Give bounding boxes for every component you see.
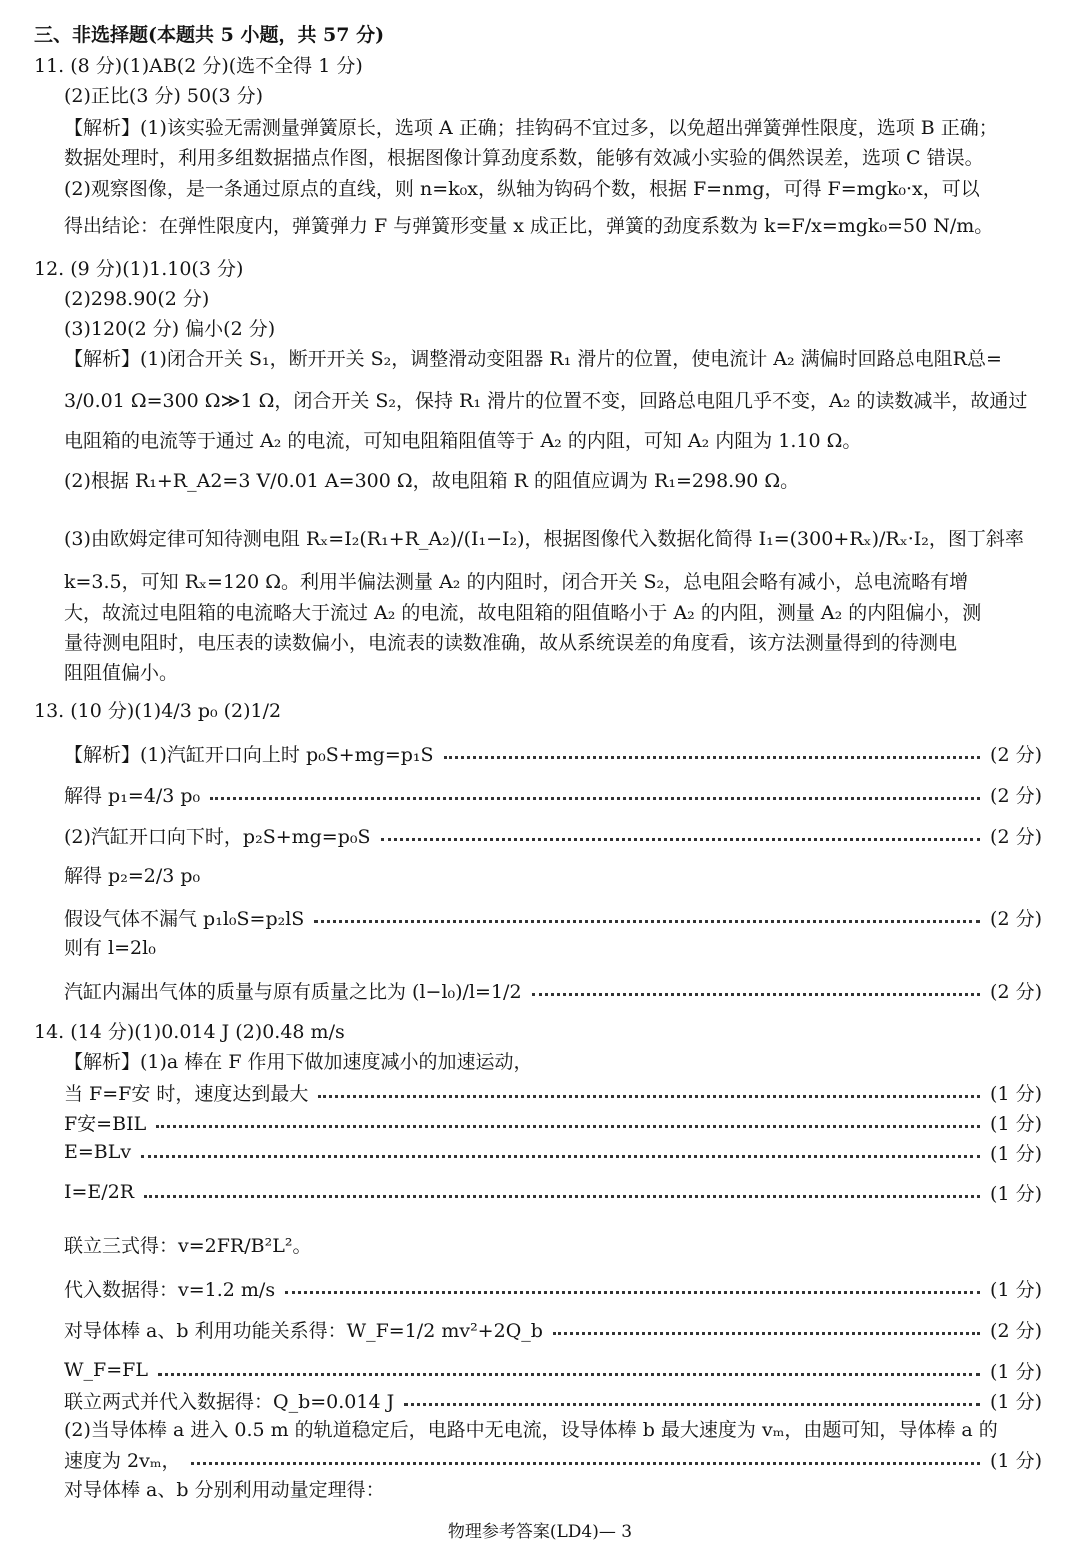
q12-analysis-3d: 量待测电阻时，电压表的读数偏小，电流表的读数准确，故从系统误差的角度看，该方法测量得到的待测电 [64,632,958,654]
q13-step: 则有 l=2l₀ [64,937,156,959]
q14-step: E=BLv (1 分) [64,1141,1042,1165]
q11-header: 11. (8 分)(1)AB(2 分)(选不全得 1 分) [34,55,363,77]
q11-analysis-1b: 数据处理时，利用多组数据描点作图，根据图像计算劲度系数，能够有效减小实验的偶然误差，选项 C 错误。 [64,147,984,169]
q12-analysis-1a: 【解析】(1)闭合开关 S₁，断开开关 S₂，调整滑动变阻器 R₁ 滑片的位置，使电流计 A₂ 满偏时回路总电阻R总= [64,348,1002,370]
q14-step: 联立两式并代入数据得：Q_b=0.014 J (1 分) [64,1390,1042,1413]
q14-part2-c: 对导体棒 a、b 分别利用动量定理得： [64,1479,385,1501]
section-title: 三、非选择题(本题共 5 小题，共 57 分) [34,24,385,46]
q14-step: 当 F=F安 时，速度达到最大 (1 分) [64,1082,1042,1105]
q14-header: 14. (14 分)(1)0.014 J (2)0.48 m/s [34,1021,345,1043]
q12-analysis-1c: 电阻箱的电流等于通过 A₂ 的电流，可知电阻箱阻值等于 A₂ 的内阻，可知 A₂ 内阻为 1.10 Ω。 [64,430,862,452]
q12-answer-3: (3)120(2 分) 偏小(2 分) [64,318,276,340]
q12-answer-2: (2)298.90(2 分) [64,288,210,310]
q12-analysis-3c: 大，故流过电阻箱的电流略大于流过 A₂ 的电流，故电阻箱的阻值略小于 A₂ 的内阻，测量 A₂ 的内阻偏小，测 [64,602,982,624]
q13-step: 解得 p₁=4/3 p₀ (2 分) [64,784,1042,807]
q13-header: 13. (10 分)(1)4/3 p₀ (2)1/2 [34,700,282,722]
q11-analysis-2b: 得出结论：在弹性限度内，弹簧弹力 F 与弹簧形变量 x 成正比，弹簧的劲度系数为 k=F/x=mgk₀=50 N/m。 [64,215,994,237]
q13-step: (2)汽缸开口向下时，p₂S+mg=p₀S (2 分) [64,825,1042,848]
q14-step: 代入数据得：v=1.2 m/s (1 分) [64,1278,1042,1301]
q14-part2-a: (2)当导体棒 a 进入 0.5 m 的轨道稳定后，电路中无电流，设导体棒 b 最大速度为 vₘ，由题可知，导体棒 a 的 [64,1419,998,1441]
q14-step: 对导体棒 a、b 利用功能关系得：W_F=1/2 mv²+2Q_b (2 分) [64,1319,1042,1342]
q13-step: 【解析】(1)汽缸开口向上时 p₀S+mg=p₁S (2 分) [64,743,1042,766]
q12-analysis-3a: (3)由欧姆定律可知待测电阻 Rₓ=I₂(R₁+R_A₂)/(I₁−I₂)，根据图像代入数据化简得 I₁=(300+Rₓ)/Rₓ·I₂，图丁斜率 [64,528,1024,550]
q14-intro: 【解析】(1)a 棒在 F 作用下做加速度减小的加速运动， [64,1051,533,1073]
page-footer: 物理参考答案(LD4)— 3 [447,1522,633,1542]
q12-analysis-3e: 阻阻值偏小。 [64,662,179,684]
q12-header: 12. (9 分)(1)1.10(3 分) [34,258,244,280]
q11-analysis-2a: (2)观察图像，是一条通过原点的直线，则 n=k₀x，纵轴为钩码个数，根据 F=nmg，可得 F=mgk₀·x，可以 [64,178,980,200]
q14-step: W_F=FL (1 分) [64,1359,1042,1383]
q14-step: F安=BIL (1 分) [64,1112,1042,1135]
q11-analysis-1a: 【解析】(1)该实验无需测量弹簧原长，选项 A 正确；挂钩码不宜过多，以免超出弹簧弹性限度，选项 B 正确； [64,117,998,139]
q12-analysis-1b: 3/0.01 Ω=300 Ω≫1 Ω，闭合开关 S₂，保持 R₁ 滑片的位置不变，回路总电阻几乎不变，A₂ 的读数减半，故通过 [64,390,1028,412]
q13-step: 汽缸内漏出气体的质量与原有质量之比为 (l−l₀)/l=1/2 (2 分) [64,980,1042,1003]
q14-step: 联立三式得：v=2FR/B²L²。 [64,1235,312,1257]
q12-analysis-3b: k=3.5，可知 Rₓ=120 Ω。利用半偏法测量 A₂ 的内阻时，闭合开关 S₂，总电阻会略有减小，总电流略有增 [64,571,969,593]
q13-step: 解得 p₂=2/3 p₀ [64,865,201,887]
q11-answer-2: (2)正比(3 分) 50(3 分) [64,85,264,107]
q14-part2-b: 速度为 2vₘ， (1 分) [64,1449,1042,1472]
q14-step: I=E/2R (1 分) [64,1181,1042,1205]
q13-step: 假设气体不漏气 p₁l₀S=p₂lS (2 分) [64,907,1042,930]
q12-analysis-2: (2)根据 R₁+R_A2=3 V/0.01 A=300 Ω，故电阻箱 R 的阻值应调为 R₁=298.90 Ω。 [64,470,800,492]
